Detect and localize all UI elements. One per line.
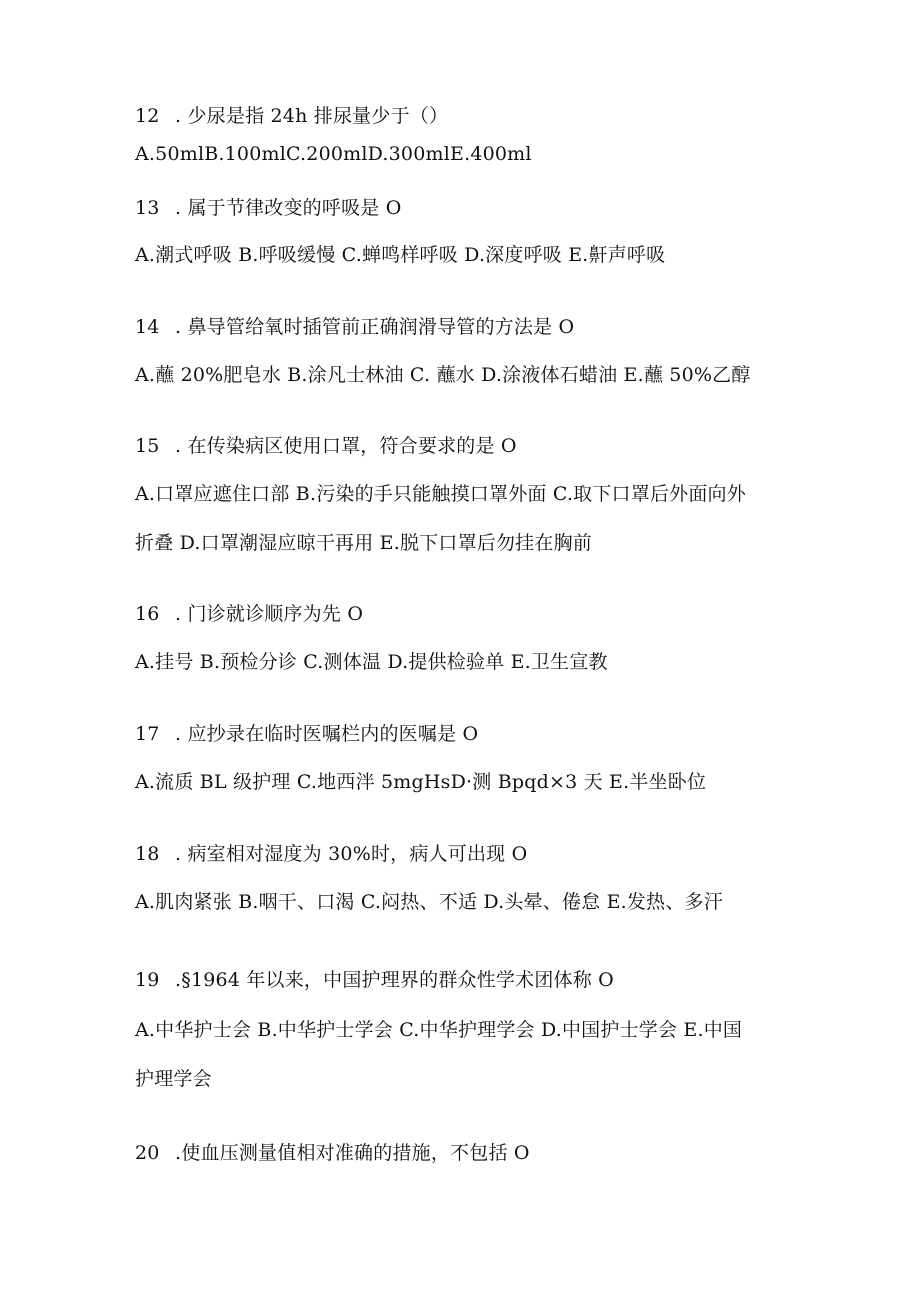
question-number: 12 <box>135 105 160 127</box>
question-number: 15 <box>135 435 160 457</box>
question-15-stem <box>135 434 785 458</box>
question-13-options: A.潮式呼吸 B.呼吸缓慢 C.蝉鸣样呼吸 D.深度呼吸 E.鼾声呼吸 <box>135 244 666 266</box>
question-number: 16 <box>135 603 160 625</box>
question-17-stem <box>135 722 785 746</box>
question-13-stem <box>135 196 785 220</box>
question-12-options: A.50mlB.100mlC.200mlD.300mlE.400ml <box>135 143 532 165</box>
question-14-options: A.蘸 20%肥皂水 B.涂凡士林油 C. 蘸水 D.涂液体石蜡油 E.蘸 50%乙醇 <box>135 364 751 386</box>
question-16-options: A.挂号 B.预检分诊 C.测体温 D.提供检验单 E.卫生宣教 <box>135 651 608 673</box>
question-text: .使血压测量值相对准确的措施，不包括 O <box>175 1142 530 1164</box>
question-text: . 应抄录在临时医嘱栏内的医嘱是 O <box>175 723 479 745</box>
question-19-options-line-1: A.中华护士会 B.中华护士学会 C.中华护理学会 D.中国护士学会 E.中国 <box>135 1019 743 1041</box>
question-18-stem <box>135 842 785 866</box>
question-number: 19 <box>135 969 160 991</box>
question-text: . 鼻导管给氧时插管前正确润滑导管的方法是 O <box>175 316 575 338</box>
question-12-stem <box>135 104 785 128</box>
question-text: . 在传染病区使用口罩，符合要求的是 O <box>175 435 517 457</box>
question-number: 17 <box>135 723 160 745</box>
question-text: . 属于节律改变的呼吸是 O <box>175 197 402 219</box>
question-18-options: A.肌肉紧张 B.咽干、口渴 C.闷热、不适 D.头晕、倦怠 E.发热、多汗 <box>135 891 723 913</box>
question-text: . 门诊就诊顺序为先 O <box>175 603 364 625</box>
question-text: . 病室相对湿度为 30%时，病人可出现 O <box>175 843 528 865</box>
question-number: 18 <box>135 843 160 865</box>
question-19-stem <box>135 968 785 992</box>
question-text: . 少尿是指 24h 排尿量少于（） <box>175 105 449 127</box>
question-17-options: A.流质 BL 级护理 C.地西泮 5mgHsD·测 Bpqd×3 天 E.半坐卧位 <box>135 771 707 793</box>
question-text: .§1964 年以来，中国护理界的群众性学术团体称 O <box>175 969 614 991</box>
question-14-stem <box>135 315 785 339</box>
question-number: 20 <box>135 1142 160 1164</box>
question-15-options-line-2: 折叠 D.口罩潮湿应晾干再用 E.脱下口罩后勿挂在胸前 <box>135 532 592 554</box>
question-20-stem <box>135 1141 785 1165</box>
question-19-options-line-2: 护理学会 <box>135 1068 212 1090</box>
question-15-options-line-1: A.口罩应遮住口部 B.污染的手只能触摸口罩外面 C.取下口罩后外面向外 <box>135 483 746 505</box>
question-16-stem <box>135 602 785 626</box>
question-number: 14 <box>135 316 160 338</box>
question-number: 13 <box>135 197 160 219</box>
